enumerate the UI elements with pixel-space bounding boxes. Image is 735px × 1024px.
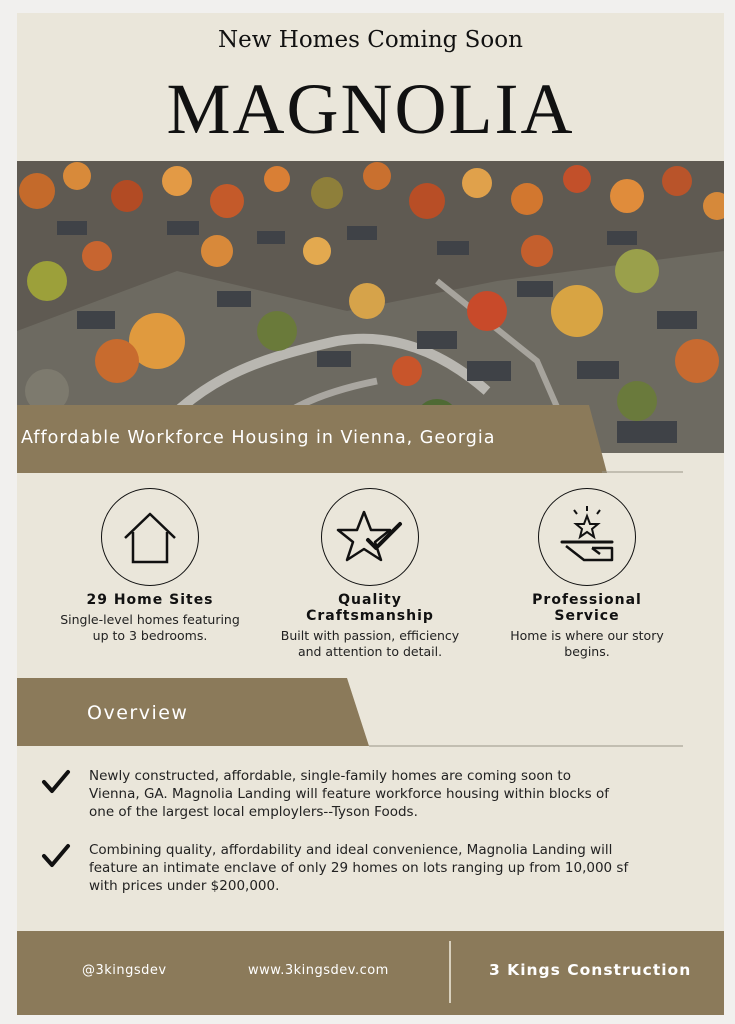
overview-heading: Overview <box>87 702 189 724</box>
checkmark-icon <box>41 843 71 869</box>
overview-bullet <box>41 841 681 895</box>
flyer-subtitle: New Homes Coming Soon <box>218 27 523 53</box>
feature-list <box>17 488 724 678</box>
feature-description: Built with passion, efficiency and attention to detail. <box>280 628 460 659</box>
feature-title: Quality Craftsmanship <box>306 592 434 624</box>
flyer-title: MAGNOLIA <box>166 69 575 149</box>
company-name: 3 Kings Construction <box>489 961 692 979</box>
website-link[interactable]: www.3kingsdev.com <box>248 963 389 978</box>
flyer <box>17 13 724 1015</box>
star-check-icon <box>321 488 419 586</box>
feature-craftsmanship <box>255 488 485 660</box>
tagline-text: Affordable Workforce Housing in Vienna, Georgia <box>21 428 496 448</box>
feature-description: Single-level homes featuring up to 3 bedrooms. <box>60 612 240 643</box>
hand-star-icon <box>538 488 636 586</box>
overview-bullet <box>41 767 681 821</box>
footer-divider <box>449 941 451 1003</box>
overview-banner <box>17 678 724 750</box>
feature-home-sites <box>35 488 265 644</box>
feature-title: 29 Home Sites <box>86 592 214 608</box>
tagline-banner <box>17 405 724 485</box>
feature-title: Professional Service <box>532 592 642 624</box>
feature-description: Home is where our story begins. <box>510 628 664 659</box>
footer <box>17 931 724 1015</box>
social-handle[interactable]: @3kingsdev <box>82 963 167 978</box>
bullet-text: Newly constructed, affordable, single-family homes are coming soon to Vienna, GA. Magnolia Landing will feature workforce housing within blocks of one of the largest local employlers--Tyson Foods. <box>89 768 610 820</box>
house-icon <box>101 488 199 586</box>
feature-service <box>472 488 702 660</box>
checkmark-icon <box>41 769 71 795</box>
bullet-text: Combining quality, affordability and ideal convenience, Magnolia Landing will feature an intimate enclave of only 29 homes on lots ranging up from 10,000 sf with prices under $200,000. <box>89 842 629 894</box>
